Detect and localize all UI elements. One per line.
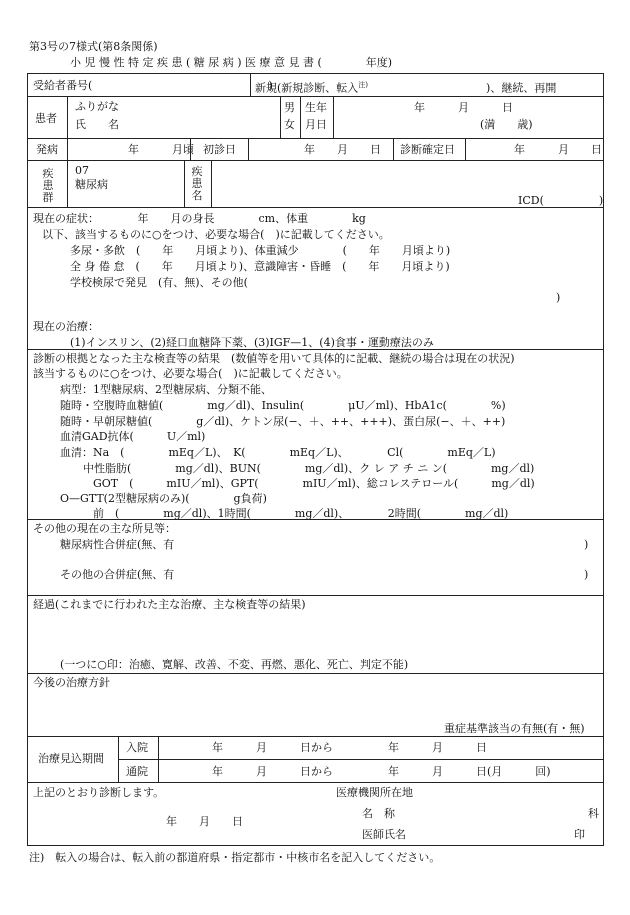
birth-date-field[interactable]: 年 月 日 bbox=[414, 101, 513, 114]
onset-date-field[interactable]: 年 月頃 bbox=[128, 143, 194, 156]
serum-electrolytes-line[interactable]: 血清：Na ( mEq／L)、 K( mEq／L)、 Cl( mEq／L) bbox=[60, 446, 496, 459]
form-title: 小 児 慢 性 特 定 疾 患 ( 糖 尿 病 ) 医 療 意 見 書 ( 年度) bbox=[70, 56, 393, 69]
diagnosis-date-field[interactable]: 年 月 日 bbox=[514, 143, 602, 156]
ogtt-label[interactable]: O—GTT(2型糖尿病のみ)( g負荷) bbox=[60, 492, 267, 505]
form-number: 第3号の7様式(第8条関係) bbox=[29, 40, 158, 53]
other-complications-close: ) bbox=[584, 568, 589, 581]
disease-group-code: 07 bbox=[75, 164, 89, 177]
patient-label: 患者 bbox=[35, 112, 57, 125]
diabetic-complications-close: ) bbox=[584, 538, 589, 551]
sex-male[interactable]: 男 bbox=[284, 101, 295, 114]
diabetic-complications-field[interactable]: 糖尿病性合併症(無、有 bbox=[60, 538, 175, 551]
inpatient-dates-field[interactable]: 年 月 日から 年 月 日 bbox=[212, 741, 487, 754]
other-complications-field[interactable]: その他の合併症(無、有 bbox=[60, 568, 175, 581]
first-visit-date-field[interactable]: 年 月 日 bbox=[304, 143, 381, 156]
doctor-name-label: 医師氏名 bbox=[362, 828, 406, 841]
diabetes-type[interactable]: 病型：1型糖尿病、2型糖尿病、分類不能、 bbox=[60, 383, 272, 396]
other-findings-label: その他の現在の主な所見等： bbox=[33, 522, 176, 535]
ogtt-values-line[interactable]: 前 ( mg／dl)、1時間( mg／dl)、 2時間( mg／dl) bbox=[93, 507, 509, 520]
icd-code-field[interactable]: ICD( ) bbox=[518, 194, 604, 207]
blood-glucose-line[interactable]: 随時・空腹時血糖値( mg／dl)、Insulin( μU／ml)、HbA1c( %) bbox=[60, 399, 506, 412]
current-symptoms-line[interactable]: 現在の症状： 年 月の身長 cm、体重 kg bbox=[33, 212, 366, 225]
first-visit-label: 初診日 bbox=[203, 143, 236, 156]
symptom-polyuria-weightloss[interactable]: 多尿・多飲 ( 年 月頃より)、体重減少 ( 年 月頃より) bbox=[70, 244, 451, 257]
age-field[interactable]: (満 歳) bbox=[480, 118, 533, 131]
current-treatment-label: 現在の治療： bbox=[33, 320, 99, 333]
institution-address-label: 医療機関所在地 bbox=[336, 786, 413, 799]
department-label: 科 bbox=[588, 807, 599, 820]
inpatient-label: 入院 bbox=[126, 741, 148, 754]
course-label: 経過(これまでに行われた主な治療、主な検査等の結果) bbox=[33, 598, 306, 611]
urine-glucose-line[interactable]: 随時・早朝尿糖値( g／dl)、ケトン尿(−、＋、++、+++)、蛋白尿(−、＋、++) bbox=[60, 415, 506, 428]
seal-mark: 印 bbox=[574, 828, 585, 841]
treatment-options[interactable]: (1)インスリン、(2)経口血糖降下薬、(3)IGF—1、(4)食事・運動療法のみ bbox=[70, 336, 434, 349]
treatment-plan-label: 今後の治療方針 bbox=[33, 676, 110, 689]
sex-female[interactable]: 女 bbox=[284, 118, 295, 131]
disease-group-label: 疾患群 bbox=[42, 167, 54, 204]
recipient-number-field[interactable]: 受給者番号( ) bbox=[33, 79, 273, 92]
application-type[interactable]: 新規(新規診断、転入$^{注)}$ )、継続、再開 bbox=[255, 81, 557, 95]
transfer-footnote: 注) 転入の場合は、転入前の都道府県・指定都市・中核市名を記入してください。 bbox=[29, 851, 441, 864]
symptom-other-close: ) bbox=[556, 291, 561, 304]
institution-name-label: 名 称 bbox=[362, 807, 395, 820]
outpatient-label: 通院 bbox=[126, 765, 148, 778]
birth-label-2: 月日 bbox=[305, 118, 327, 131]
course-outcome-legend[interactable]: (一つに○印：治癒、寛解、改善、不変、再燃、悪化、死亡、判定不能) bbox=[60, 658, 409, 671]
exam-instruction: 該当するものに○をつけ、必要な場合( )に記載してください。 bbox=[33, 367, 348, 380]
onset-label: 発病 bbox=[36, 143, 58, 156]
diagnosis-statement: 上記のとおり診断します。 bbox=[33, 786, 165, 799]
furigana-label: ふりがな bbox=[75, 100, 119, 113]
name-label: 氏 名 bbox=[75, 118, 119, 131]
diagnosis-date-label: 診断確定日 bbox=[400, 143, 455, 156]
liver-cholesterol-line[interactable]: GOT ( mIU／ml)、GPT( mIU／ml)、総コレステロール( mg／dl) bbox=[93, 477, 535, 490]
birth-label-1: 生年 bbox=[305, 101, 327, 114]
treatment-period-label: 治療見込期間 bbox=[38, 752, 104, 765]
symptom-fatigue-consciousness[interactable]: 全 身 倦 怠 ( 年 月頃より)、意識障害・昏睡 ( 年 月頃より) bbox=[70, 260, 450, 273]
disease-name-label: 疾患名 bbox=[191, 165, 203, 202]
disease-group-name: 糖尿病 bbox=[75, 178, 108, 191]
signature-date-field[interactable]: 年 月 日 bbox=[166, 815, 243, 828]
symptom-school-screening[interactable]: 学校検尿で発見 (有、無)、その他( bbox=[70, 276, 248, 289]
gad-antibody-line[interactable]: 血清GAD抗体( U／ml) bbox=[60, 430, 206, 443]
symptoms-instruction: 以下、該当するものに○をつけ、必要な場合( )に記載してください。 bbox=[42, 228, 390, 241]
outpatient-dates-field[interactable]: 年 月 日から 年 月 日(月 回) bbox=[212, 765, 551, 778]
exam-results-label: 診断の根拠となった主な検査等の結果 (数値等を用いて具体的に記載、継続の場合は現在の状況) bbox=[33, 352, 515, 365]
lipid-renal-line[interactable]: 中性脂肪( mg／dl)、BUN( mg／dl)、ク レ ア チ ニ ン( mg／dl) bbox=[83, 462, 535, 475]
severity-criteria-field[interactable]: 重症基準該当の有無(有・無) bbox=[444, 722, 585, 735]
